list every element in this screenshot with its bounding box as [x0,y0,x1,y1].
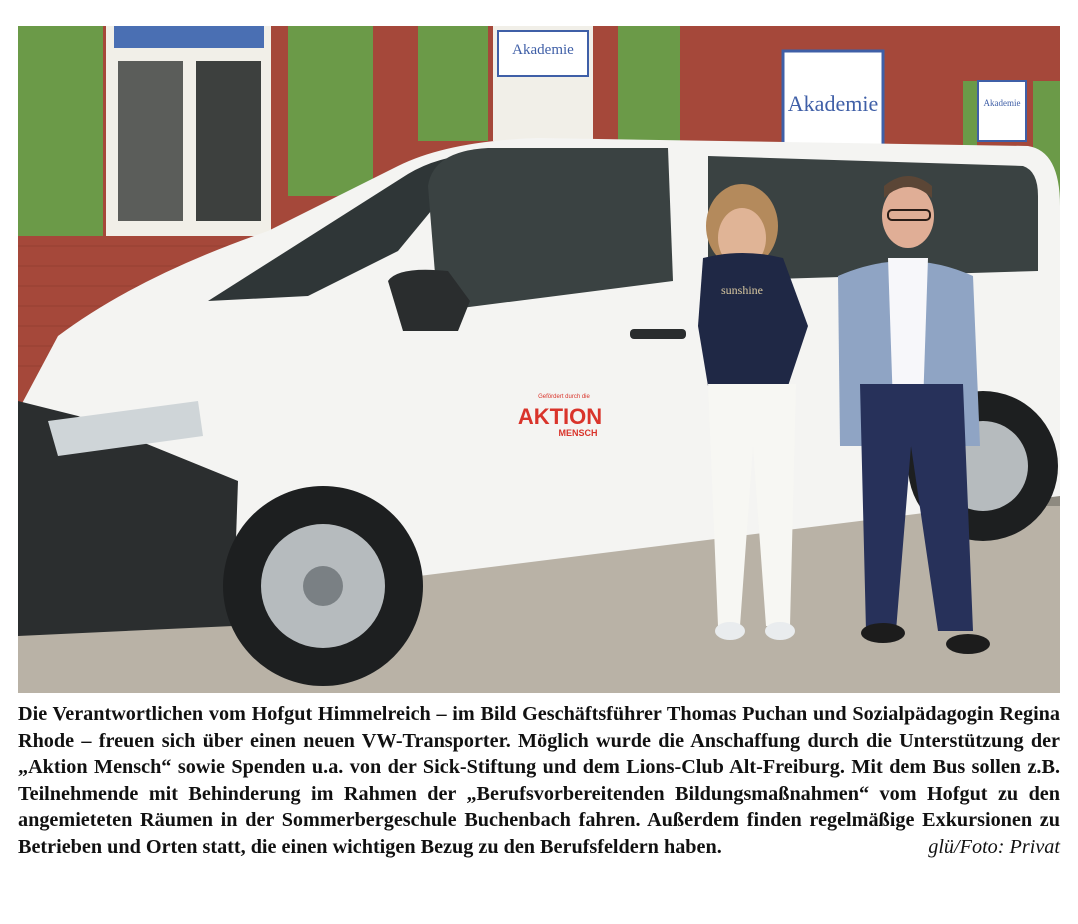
akademie-small-sign [978,81,1026,141]
man-shirt [888,258,928,406]
akademie-sign-text: Akademie [512,42,574,58]
logo-aktion: AKTION [517,404,603,429]
man-shoe-left [861,623,905,643]
van-front-hub [303,566,343,606]
man-shoe-right [946,634,990,654]
shutter [288,26,373,196]
photo-credit: glü/Foto: Privat [928,835,1060,858]
shutter [618,26,680,141]
logo-tagline: Gefördert durch die [538,394,590,400]
woman-shoe-right [765,622,795,640]
man-face [882,184,934,248]
akademie-small-sign-text: Akademie [983,98,1021,108]
logo-mensch: MENSCH [558,428,598,438]
akademie-big-sign-text: Akademie [787,91,879,116]
van-door-handle [630,329,686,339]
woman-shoe-left [715,622,745,640]
shutter-left [18,26,103,236]
shutter [418,26,488,141]
woman-shirt-text: sunshine [721,283,763,297]
window-pane [118,61,183,221]
caption-text: Die Verantwortlichen vom Hofgut Himmelreich – im Bild Geschäftsführer Thomas Puchan und Sozialpädagogin Regina Rhode – freuen sich über einen neuen VW-Transporter. Möglich wurde die Anschaffung durch die Unterstützung der „Aktion Mensch“ sowie Spenden u.a. von der Sick-Stiftung und dem Lions-Club Alt-Freiburg. Mit dem Bus sollen z.B. Teilnehmende mit Behinderung im Rahmen der „Berufsvorbereitenden Bildungsmaßnahmen“ vom Hofgut zu den angemieteten Räumen in der Sommerbergeschule Buchenbach fahren. Außerdem finden regelmäßige Exkursionen zu Betrieben und Orten statt, die einen wichtigen Bezug zu den Berufsfeldern haben. [18,703,1060,858]
news-photo [18,26,1060,693]
blue-banner [114,26,264,48]
window-pane [196,61,261,221]
photo-illustration [18,26,1060,693]
photo-caption [18,701,1060,861]
